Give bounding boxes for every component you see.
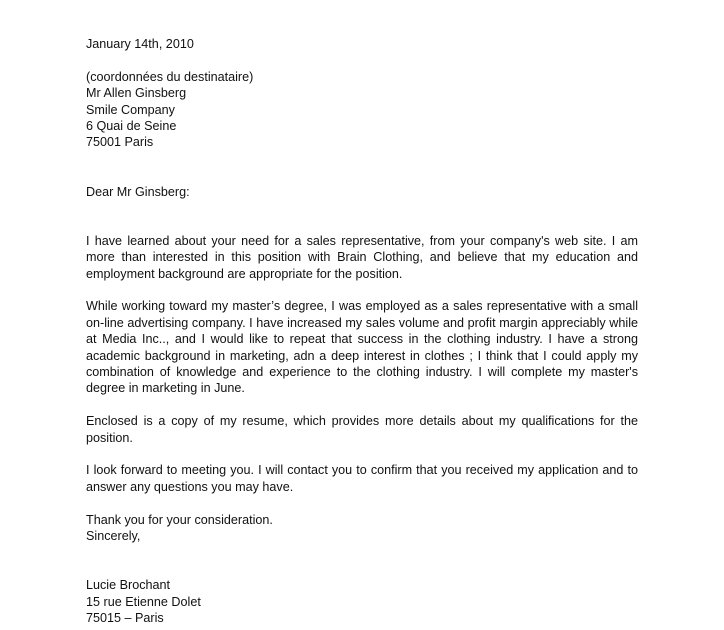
recipient-city: 75001 Paris [86, 135, 154, 150]
body-paragraph-2: While working toward my master’s degree, I was employed as a sales representative with a small on-line advertising company. I have increased my sales volume and profit margin appreciably while at Media Inc.., and I would like to repeat that success in the clothing industry. I have a strong academic background in marketing, adn a deep interest in clothes ; I think that I could apply my combination of knowledge and experience to the clothing industry. I will complete my master's degree in marketing in June. [86, 299, 638, 396]
closing-line: Sincerely, [86, 529, 141, 544]
body-paragraph-3: Enclosed is a copy of my resume, which provides more details about my qualifications for the position. [86, 414, 638, 445]
sender-block [86, 577, 638, 626]
letter-date: January 14th, 2010 [86, 37, 194, 51]
sender-city: 75015 – Paris [86, 611, 164, 626]
body-paragraph-1: I have learned about your need for a sales representative, from your company's web site. I am more than interested in this position with Brain Clothing, and believe that my education and employment background are appropriate for the position. [86, 233, 638, 281]
recipient-street: 6 Quai de Seine [86, 119, 177, 134]
recipient-block [86, 69, 638, 151]
recipient-name: Mr Allen Ginsberg [86, 86, 187, 101]
recipient-note: (coordonnées du destinataire) [86, 69, 254, 84]
thanks-line: Thank you for your consideration. [86, 512, 273, 527]
sender-name: Lucie Brochant [86, 578, 171, 593]
recipient-company: Smile Company [86, 102, 175, 117]
letter-body [86, 36, 638, 627]
sender-street: 15 rue Etienne Dolet [86, 594, 201, 609]
body-paragraph-4: I look forward to meeting you. I will contact you to confirm that you received my application and to answer any questions you may have. [86, 463, 638, 494]
salutation: Dear Mr Ginsberg: [86, 184, 190, 199]
